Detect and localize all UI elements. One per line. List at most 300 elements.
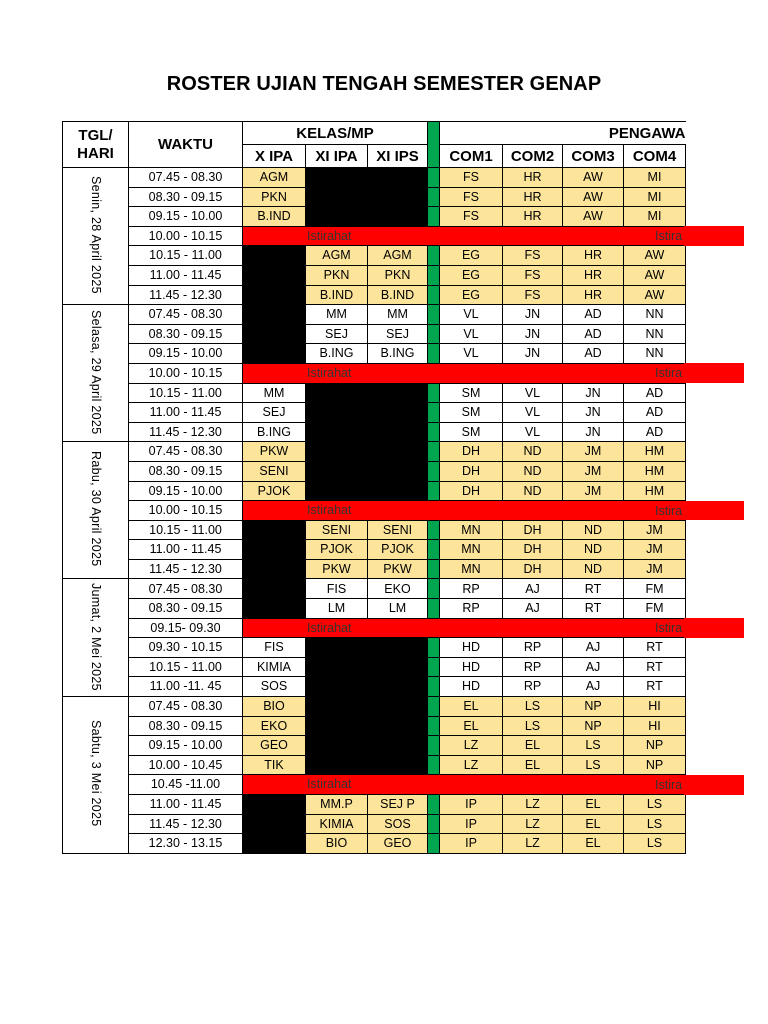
green-separator [428,540,440,560]
schedule-row [63,697,686,717]
time-cell: 08.30 - 09.15 [129,461,243,481]
proctor-cell: HR [563,246,624,266]
proctor-cell: JM [624,559,686,579]
subject-cell: TIK [243,755,306,775]
subject-cell [243,520,306,540]
subject-cell: SENI [306,520,368,540]
subject-cell [243,579,306,599]
schedule-row [63,481,686,501]
proctor-cell: AJ [563,677,624,697]
subject-cell [243,814,306,834]
time-cell: 10.15 - 11.00 [129,246,243,266]
proctor-cell: MI [624,187,686,207]
proctor-cell: LZ [503,795,563,815]
header-class-xi-ips: XI IPS [368,145,428,168]
break-label: Istirahat [243,618,428,638]
subject-cell [368,442,428,462]
subject-cell [306,657,368,677]
subject-cell: AGM [368,246,428,266]
proctor-cell: LZ [440,755,503,775]
day-label-text: Rabu, 30 April 2025 [88,451,103,567]
subject-cell: KIMIA [306,814,368,834]
proctor-cell: DH [503,559,563,579]
schedule-row [63,559,686,579]
subject-cell [306,481,368,501]
time-cell: 10.00 - 10.15 [129,363,243,383]
proctor-cell: RP [440,579,503,599]
break-label: Istirahat [243,501,428,521]
proctor-cell: FM [624,599,686,619]
header-room-com1: COM1 [440,145,503,168]
subject-cell [306,187,368,207]
green-separator [428,657,440,677]
schedule-row [63,324,686,344]
day-label [63,579,129,697]
time-cell: 10.00 - 10.45 [129,755,243,775]
time-cell: 10.15 - 11.00 [129,520,243,540]
subject-cell [243,559,306,579]
proctor-cell: LZ [440,736,503,756]
subject-cell: SENI [243,461,306,481]
proctor-cell: LS [624,795,686,815]
proctor-cell: RT [624,638,686,658]
proctor-cell: DH [440,461,503,481]
green-separator [428,834,440,854]
time-cell: 09.15 - 10.00 [129,207,243,227]
proctor-cell: SM [440,422,503,442]
proctor-cell: IP [440,834,503,854]
proctor-cell: RT [624,677,686,697]
time-cell: 10.45 -11.00 [129,775,243,795]
schedule-row [63,383,686,403]
proctor-cell: VL [503,383,563,403]
proctor-cell: HM [624,461,686,481]
break-row [63,363,686,383]
header-room-com2: COM2 [503,145,563,168]
proctor-cell: AW [624,285,686,305]
proctor-cell: NP [624,736,686,756]
proctor-cell: AW [624,265,686,285]
time-cell: 11.45 - 12.30 [129,559,243,579]
schedule-row [63,716,686,736]
time-cell: 10.15 - 11.00 [129,657,243,677]
subject-cell: SEJ [368,324,428,344]
subject-cell: EKO [243,716,306,736]
subject-cell: PJOK [243,481,306,501]
subject-cell [306,383,368,403]
green-separator [428,599,440,619]
subject-cell [243,324,306,344]
proctor-cell: HI [624,697,686,717]
day-label-text: Sabtu, 3 Mei 2025 [88,720,103,827]
proctor-cell: NP [563,716,624,736]
green-separator [428,246,440,266]
proctor-cell: JN [563,403,624,423]
subject-cell: SEJ [243,403,306,423]
proctor-cell: ND [563,540,624,560]
subject-cell [368,716,428,736]
subject-cell: FIS [243,638,306,658]
subject-cell: B.ING [243,422,306,442]
subject-cell [306,168,368,188]
subject-cell: MM [368,305,428,325]
time-cell: 11.45 - 12.30 [129,422,243,442]
subject-cell [368,697,428,717]
proctor-cell: NN [624,324,686,344]
proctor-cell: HR [563,265,624,285]
schedule-row [63,638,686,658]
subject-cell: B.IND [243,207,306,227]
subject-cell: PKW [306,559,368,579]
break-band-overflow [684,226,744,246]
proctor-cell: JM [624,520,686,540]
subject-cell: BIO [243,697,306,717]
subject-cell [243,599,306,619]
subject-cell: MM.P [306,795,368,815]
proctor-cell: SM [440,383,503,403]
subject-cell: PJOK [306,540,368,560]
proctor-cell: AJ [563,657,624,677]
header-pengawas: PENGAWA [440,122,686,145]
subject-cell [368,168,428,188]
subject-cell [306,697,368,717]
proctor-cell: AJ [503,599,563,619]
break-row [63,501,686,521]
subject-cell [368,638,428,658]
subject-cell [368,755,428,775]
schedule-row [63,403,686,423]
proctor-cell: HD [440,677,503,697]
subject-cell [243,344,306,364]
proctor-cell: NN [624,305,686,325]
proctor-cell: AJ [503,579,563,599]
time-cell: 11.45 - 12.30 [129,285,243,305]
proctor-cell: EL [440,697,503,717]
proctor-cell: EL [503,736,563,756]
green-separator [428,814,440,834]
proctor-cell: LS [563,736,624,756]
day-label [63,442,129,579]
time-cell: 08.30 - 09.15 [129,599,243,619]
time-cell: 11.00 -11. 45 [129,677,243,697]
subject-cell: MM [243,383,306,403]
subject-cell [306,403,368,423]
proctor-cell: AW [563,187,624,207]
day-label-text: Selasa, 29 April 2025 [88,309,103,435]
time-cell: 07.45 - 08.30 [129,697,243,717]
green-separator [428,305,440,325]
proctor-cell: MN [440,540,503,560]
break-proctor-band [440,618,686,638]
time-cell: 07.45 - 08.30 [129,168,243,188]
proctor-cell: EL [503,755,563,775]
exam-roster-table-wrapper [62,121,686,854]
proctor-cell: NP [563,697,624,717]
subject-cell: SEJ [306,324,368,344]
schedule-row [63,599,686,619]
proctor-cell: HD [440,657,503,677]
proctor-cell: DH [440,442,503,462]
subject-cell: B.IND [368,285,428,305]
proctor-cell: AW [624,246,686,266]
proctor-cell: EG [440,285,503,305]
proctor-cell: NN [624,344,686,364]
break-separator [428,501,440,521]
proctor-cell: LZ [503,814,563,834]
schedule-row [63,579,686,599]
schedule-row [63,422,686,442]
green-separator [428,403,440,423]
break-label-cut: Istira [655,503,683,518]
time-cell: 09.15- 09.30 [129,618,243,638]
subject-cell [368,677,428,697]
time-cell: 07.45 - 08.30 [129,579,243,599]
proctor-cell: FM [624,579,686,599]
green-separator [428,697,440,717]
schedule-row [63,187,686,207]
proctor-cell: AD [563,344,624,364]
schedule-row [63,795,686,815]
green-separator [428,481,440,501]
proctor-cell: JN [503,324,563,344]
proctor-cell: AD [563,305,624,325]
subject-cell [306,461,368,481]
green-separator [428,344,440,364]
proctor-cell: FS [503,265,563,285]
schedule-row [63,344,686,364]
time-cell: 11.00 - 11.45 [129,540,243,560]
schedule-row [63,520,686,540]
proctor-cell: JN [503,344,563,364]
schedule-row [63,834,686,854]
header-room-com4: COM4 [624,145,686,168]
time-cell: 12.30 - 13.15 [129,834,243,854]
time-cell: 10.00 - 10.15 [129,501,243,521]
break-row [63,226,686,246]
subject-cell: SOS [368,814,428,834]
subject-cell: FIS [306,579,368,599]
break-band-overflow [684,363,744,383]
subject-cell: EKO [368,579,428,599]
schedule-row [63,814,686,834]
time-cell: 09.15 - 10.00 [129,736,243,756]
time-cell: 08.30 - 09.15 [129,324,243,344]
subject-cell: KIMIA [243,657,306,677]
subject-cell [306,677,368,697]
proctor-cell: ND [503,461,563,481]
subject-cell [306,422,368,442]
subject-cell: PKW [243,442,306,462]
green-separator [428,324,440,344]
subject-cell: GEO [368,834,428,854]
proctor-cell: AD [563,324,624,344]
proctor-cell: RP [503,677,563,697]
proctor-cell: RT [563,599,624,619]
schedule-row [63,755,686,775]
subject-cell: B.ING [368,344,428,364]
green-separator [428,559,440,579]
proctor-cell: FS [440,207,503,227]
proctor-cell: ND [503,442,563,462]
subject-cell [306,736,368,756]
proctor-cell: AW [563,207,624,227]
proctor-cell: RT [563,579,624,599]
break-label-cut: Istira [655,229,683,244]
break-label-cut: Istira [655,621,683,636]
green-separator [428,716,440,736]
proctor-cell: LS [563,755,624,775]
header-tgl-hari: TGL/ HARI [63,122,129,168]
header-class-xi-ipa: XI IPA [306,145,368,168]
subject-cell: AGM [243,168,306,188]
proctor-cell: SM [440,403,503,423]
break-label: Istirahat [243,775,428,795]
green-separator [428,383,440,403]
schedule-row [63,677,686,697]
proctor-cell: JM [563,481,624,501]
subject-cell: SEJ P [368,795,428,815]
green-separator [428,285,440,305]
time-cell: 08.30 - 09.15 [129,716,243,736]
schedule-row [63,736,686,756]
proctor-cell: LS [503,697,563,717]
proctor-cell: IP [440,795,503,815]
green-separator [428,736,440,756]
proctor-cell: AD [624,422,686,442]
green-separator [428,520,440,540]
schedule-row [63,285,686,305]
subject-cell [368,422,428,442]
proctor-cell: RP [503,638,563,658]
break-proctor-band [440,363,686,383]
subject-cell [306,716,368,736]
schedule-row [63,265,686,285]
proctor-cell: EG [440,265,503,285]
time-cell: 07.45 - 08.30 [129,305,243,325]
proctor-cell: RP [503,657,563,677]
green-separator [428,187,440,207]
subject-cell [368,461,428,481]
proctor-cell: MI [624,168,686,188]
proctor-cell: HM [624,481,686,501]
proctor-cell: MI [624,207,686,227]
break-separator [428,226,440,246]
schedule-row [63,442,686,462]
subject-cell [368,657,428,677]
subject-cell: AGM [306,246,368,266]
time-cell: 10.15 - 11.00 [129,383,243,403]
subject-cell: PKN [306,265,368,285]
proctor-cell: RT [624,657,686,677]
subject-cell: MM [306,305,368,325]
proctor-cell: HR [503,168,563,188]
proctor-cell: HI [624,716,686,736]
break-row [63,618,686,638]
subject-cell: PKN [243,187,306,207]
subject-cell: PJOK [368,540,428,560]
subject-cell: GEO [243,736,306,756]
time-cell: 08.30 - 09.15 [129,187,243,207]
green-separator [428,755,440,775]
proctor-cell: JN [503,305,563,325]
proctor-cell: LS [624,834,686,854]
proctor-cell: HD [440,638,503,658]
time-cell: 07.45 - 08.30 [129,442,243,462]
green-separator [428,579,440,599]
proctor-cell: JM [563,442,624,462]
proctor-cell: AD [624,403,686,423]
break-proctor-band [440,226,686,246]
break-band-overflow [684,501,744,521]
break-label-cut: Istira [655,366,683,381]
subject-cell [243,795,306,815]
proctor-cell: LZ [503,834,563,854]
green-separator [428,795,440,815]
subject-cell [243,285,306,305]
subject-cell [306,442,368,462]
proctor-cell: ND [563,520,624,540]
header-room-com3: COM3 [563,145,624,168]
proctor-cell: VL [440,305,503,325]
break-band-overflow [684,618,744,638]
green-separator [428,638,440,658]
proctor-cell: JN [563,383,624,403]
proctor-cell: LS [624,814,686,834]
proctor-cell: FS [503,246,563,266]
green-separator [428,168,440,188]
page-title: ROSTER UJIAN TENGAH SEMESTER GENAP [166,73,602,95]
proctor-cell: HM [624,442,686,462]
proctor-cell: DH [503,520,563,540]
day-label [63,168,129,305]
proctor-cell: AD [624,383,686,403]
subject-cell: BIO [306,834,368,854]
break-separator [428,618,440,638]
schedule-row [63,305,686,325]
proctor-cell: DH [440,481,503,501]
proctor-cell: VL [440,324,503,344]
proctor-cell: FS [440,168,503,188]
subject-cell [306,207,368,227]
subject-cell [306,755,368,775]
subject-cell: LM [306,599,368,619]
header-kelas-mp: KELAS/MP [243,122,428,145]
time-cell: 11.00 - 11.45 [129,265,243,285]
break-proctor-band [440,501,686,521]
subject-cell [368,403,428,423]
header-class-x-ipa: X IPA [243,145,306,168]
schedule-row [63,540,686,560]
schedule-row [63,657,686,677]
schedule-row [63,207,686,227]
time-cell: 09.30 - 10.15 [129,638,243,658]
proctor-cell: EL [563,814,624,834]
header-waktu: WAKTU [129,122,243,168]
proctor-cell: ND [503,481,563,501]
subject-cell [243,540,306,560]
green-separator [428,461,440,481]
schedule-row [63,168,686,188]
proctor-cell: AW [563,168,624,188]
proctor-cell: FS [440,187,503,207]
break-label: Istirahat [243,363,428,383]
green-separator [428,265,440,285]
proctor-cell: JM [563,461,624,481]
exam-roster-table [62,121,686,854]
green-separator [428,207,440,227]
proctor-cell: RP [440,599,503,619]
proctor-cell: MN [440,559,503,579]
